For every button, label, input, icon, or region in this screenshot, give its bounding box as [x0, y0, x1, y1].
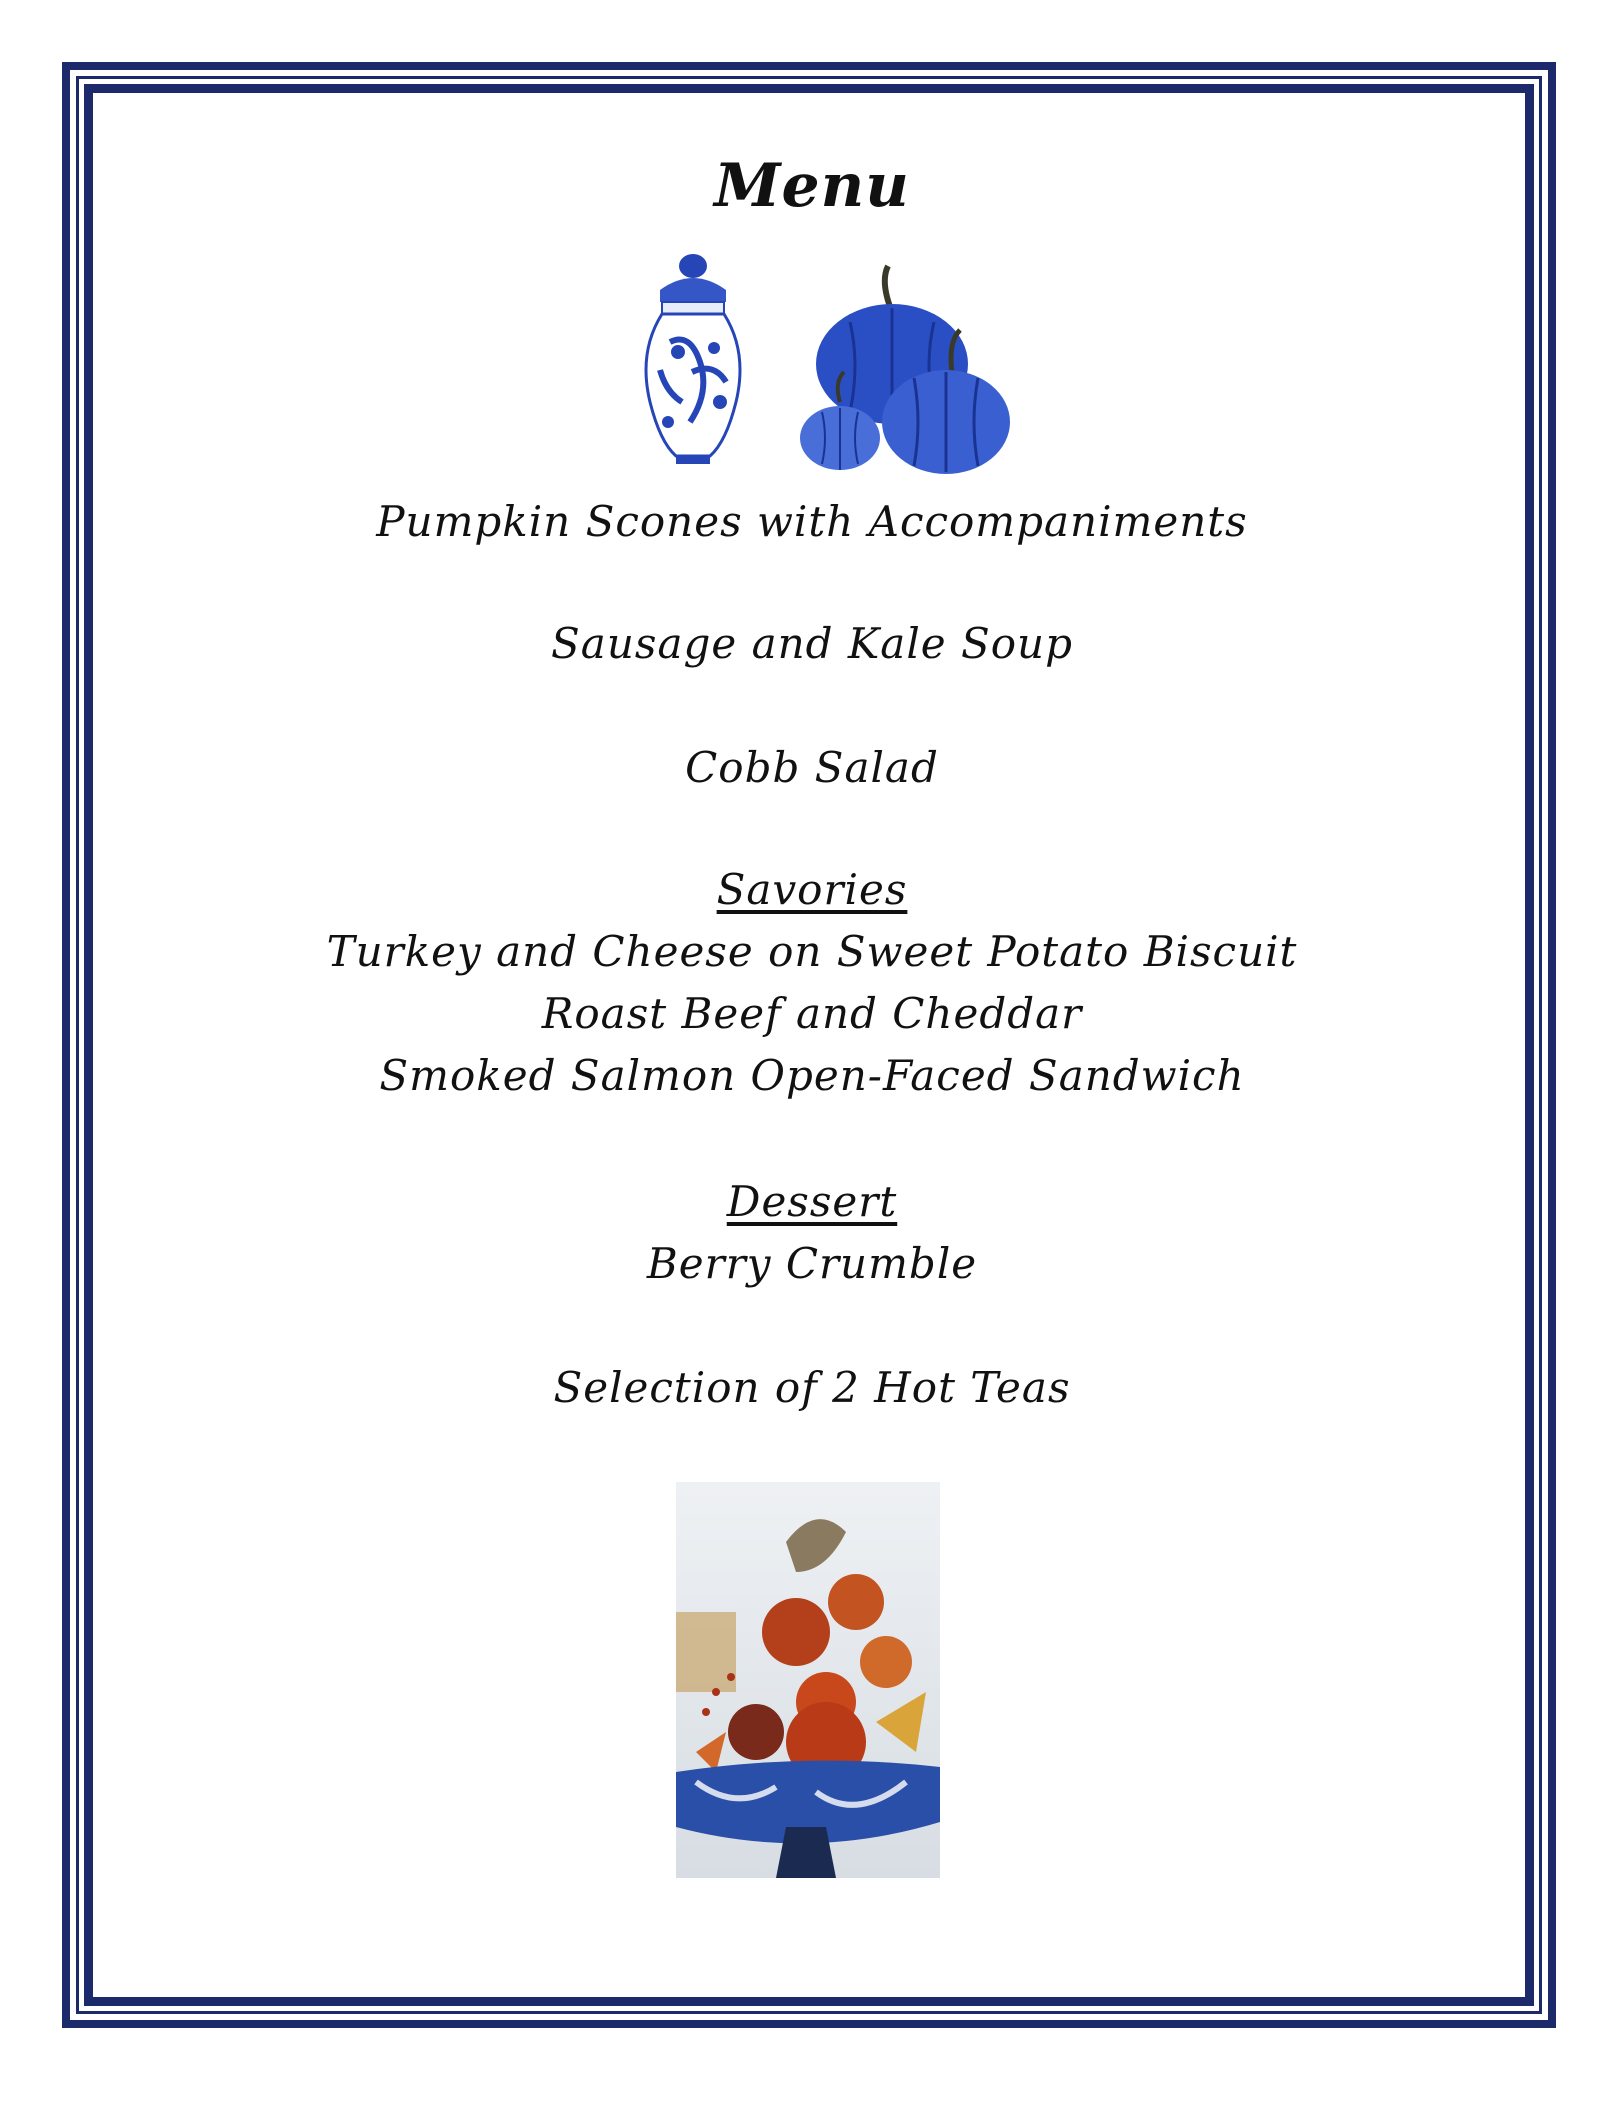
menu-item-scones: Pumpkin Scones with Accompaniments — [376, 497, 1248, 546]
savory-item-2: Roast Beef and Cheddar — [541, 989, 1083, 1038]
savory-item-3: Smoked Salmon Open-Faced Sandwich — [379, 1051, 1245, 1100]
menu-item-salad: Cobb Salad — [685, 743, 939, 792]
dessert-item-1: Berry Crumble — [646, 1239, 978, 1288]
savory-item-1: Turkey and Cheese on Sweet Potato Biscuit — [326, 927, 1298, 976]
savories-heading: Savories — [716, 865, 908, 914]
menu-title: Menu — [714, 151, 910, 221]
menu-item-teas: Selection of 2 Hot Teas — [553, 1363, 1071, 1412]
blue-pumpkins-icon — [800, 266, 1010, 474]
menu-item-soup: Sausage and Kale Soup — [551, 619, 1073, 668]
autumn-centerpiece-photo — [676, 1482, 940, 1878]
ginger-jar-icon — [646, 254, 740, 464]
dessert-heading: Dessert — [726, 1177, 898, 1226]
ginger-jar-and-blue-pumpkins-illustration — [630, 252, 1030, 480]
